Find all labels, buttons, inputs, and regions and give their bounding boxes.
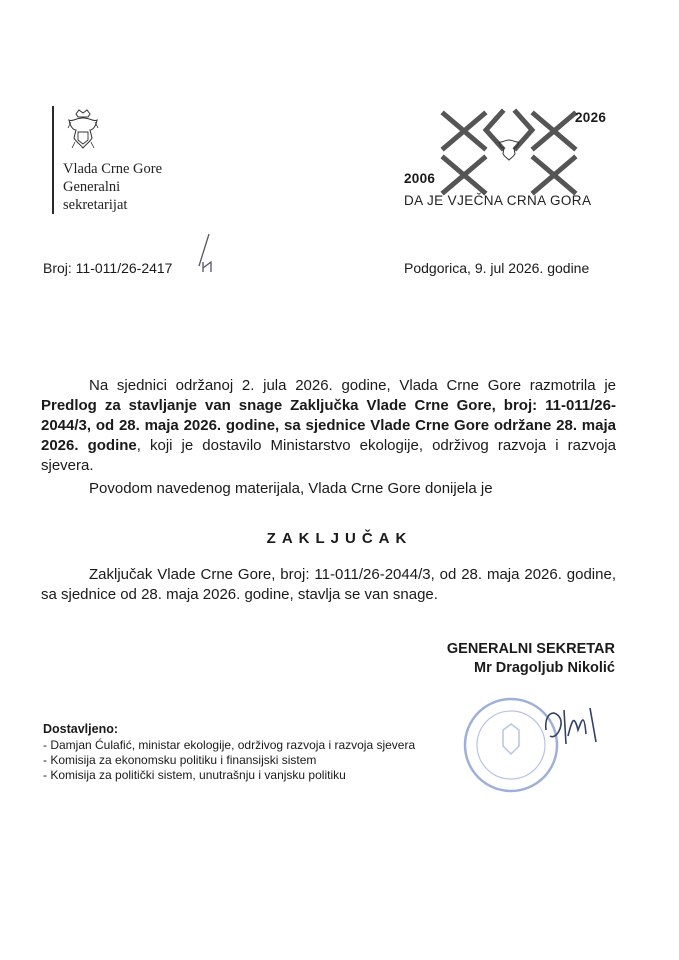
signature-block	[380, 640, 615, 678]
signatory-name: Mr Dragoljub Nikolić	[474, 660, 615, 676]
delivered-item: - Komisija za ekonomsku politiku i finansijski sistem	[43, 753, 317, 767]
montenegro-coat-of-arms-icon	[66, 108, 100, 154]
paragraph-bold-text: Predlog za stavljanje van snage Zaključka Vlade Crne Gore, broj: 11-011/26-2044/3, od 28. maja 2026. godine, sa sjednice Vlade Crne Gore održane 28. maja 2026. godine	[41, 397, 616, 454]
anniversary-year-start: 2006	[404, 171, 436, 186]
handwritten-number-suffix	[195, 232, 217, 274]
paragraph-text: Na sjednici održanoj 2. jula 2026. godine, Vlada Crne Gore razmotrila je	[89, 377, 616, 394]
handwritten-signature	[540, 700, 610, 750]
signatory-title: GENERALNI SEKRETAR	[446, 641, 615, 657]
issuer-line: Generalni	[63, 179, 121, 195]
paragraph-session	[41, 376, 616, 476]
anniversary-motto: DA JE VJEČNA CRNA GORA	[404, 193, 592, 208]
paragraph-decision-intro: Povodom navedenog materijala, Vlada Crne Gore donijela je	[89, 480, 493, 497]
issuer-line: sekretarijat	[63, 197, 128, 213]
issuer-name	[63, 160, 162, 214]
anniversary-year-end: 2026	[575, 110, 607, 125]
delivered-list	[43, 738, 415, 783]
paragraph-text: , koji je dostavilo Ministarstvo ekologije, održivog razvoja i razvoja sjevera.	[41, 437, 616, 474]
paragraph-text: Zaključak Vlade Crne Gore, broj: 11-011/26-2044/3, od 28. maja 2026. godine, sa sjednice od 28. maja 2026. godine, stavlja se van snage.	[41, 566, 616, 603]
header-divider	[52, 106, 54, 214]
delivered-item: - Damjan Ćulafić, ministar ekologije, održivog razvoja i razvoja sjevera	[43, 738, 416, 752]
delivered-item: - Komisija za politički sistem, unutrašnju i vanjsku politiku	[43, 768, 346, 782]
place-and-date: Podgorica, 9. jul 2026. godine	[404, 260, 590, 276]
paragraph-decision	[41, 565, 616, 605]
document-number: Broj: 11-011/26-2417	[43, 260, 173, 276]
delivered-label: Dostavljeno:	[43, 722, 119, 736]
decision-heading: ZAKLJUČAK	[266, 530, 413, 547]
issuer-line: Vlada Crne Gore	[63, 161, 163, 177]
